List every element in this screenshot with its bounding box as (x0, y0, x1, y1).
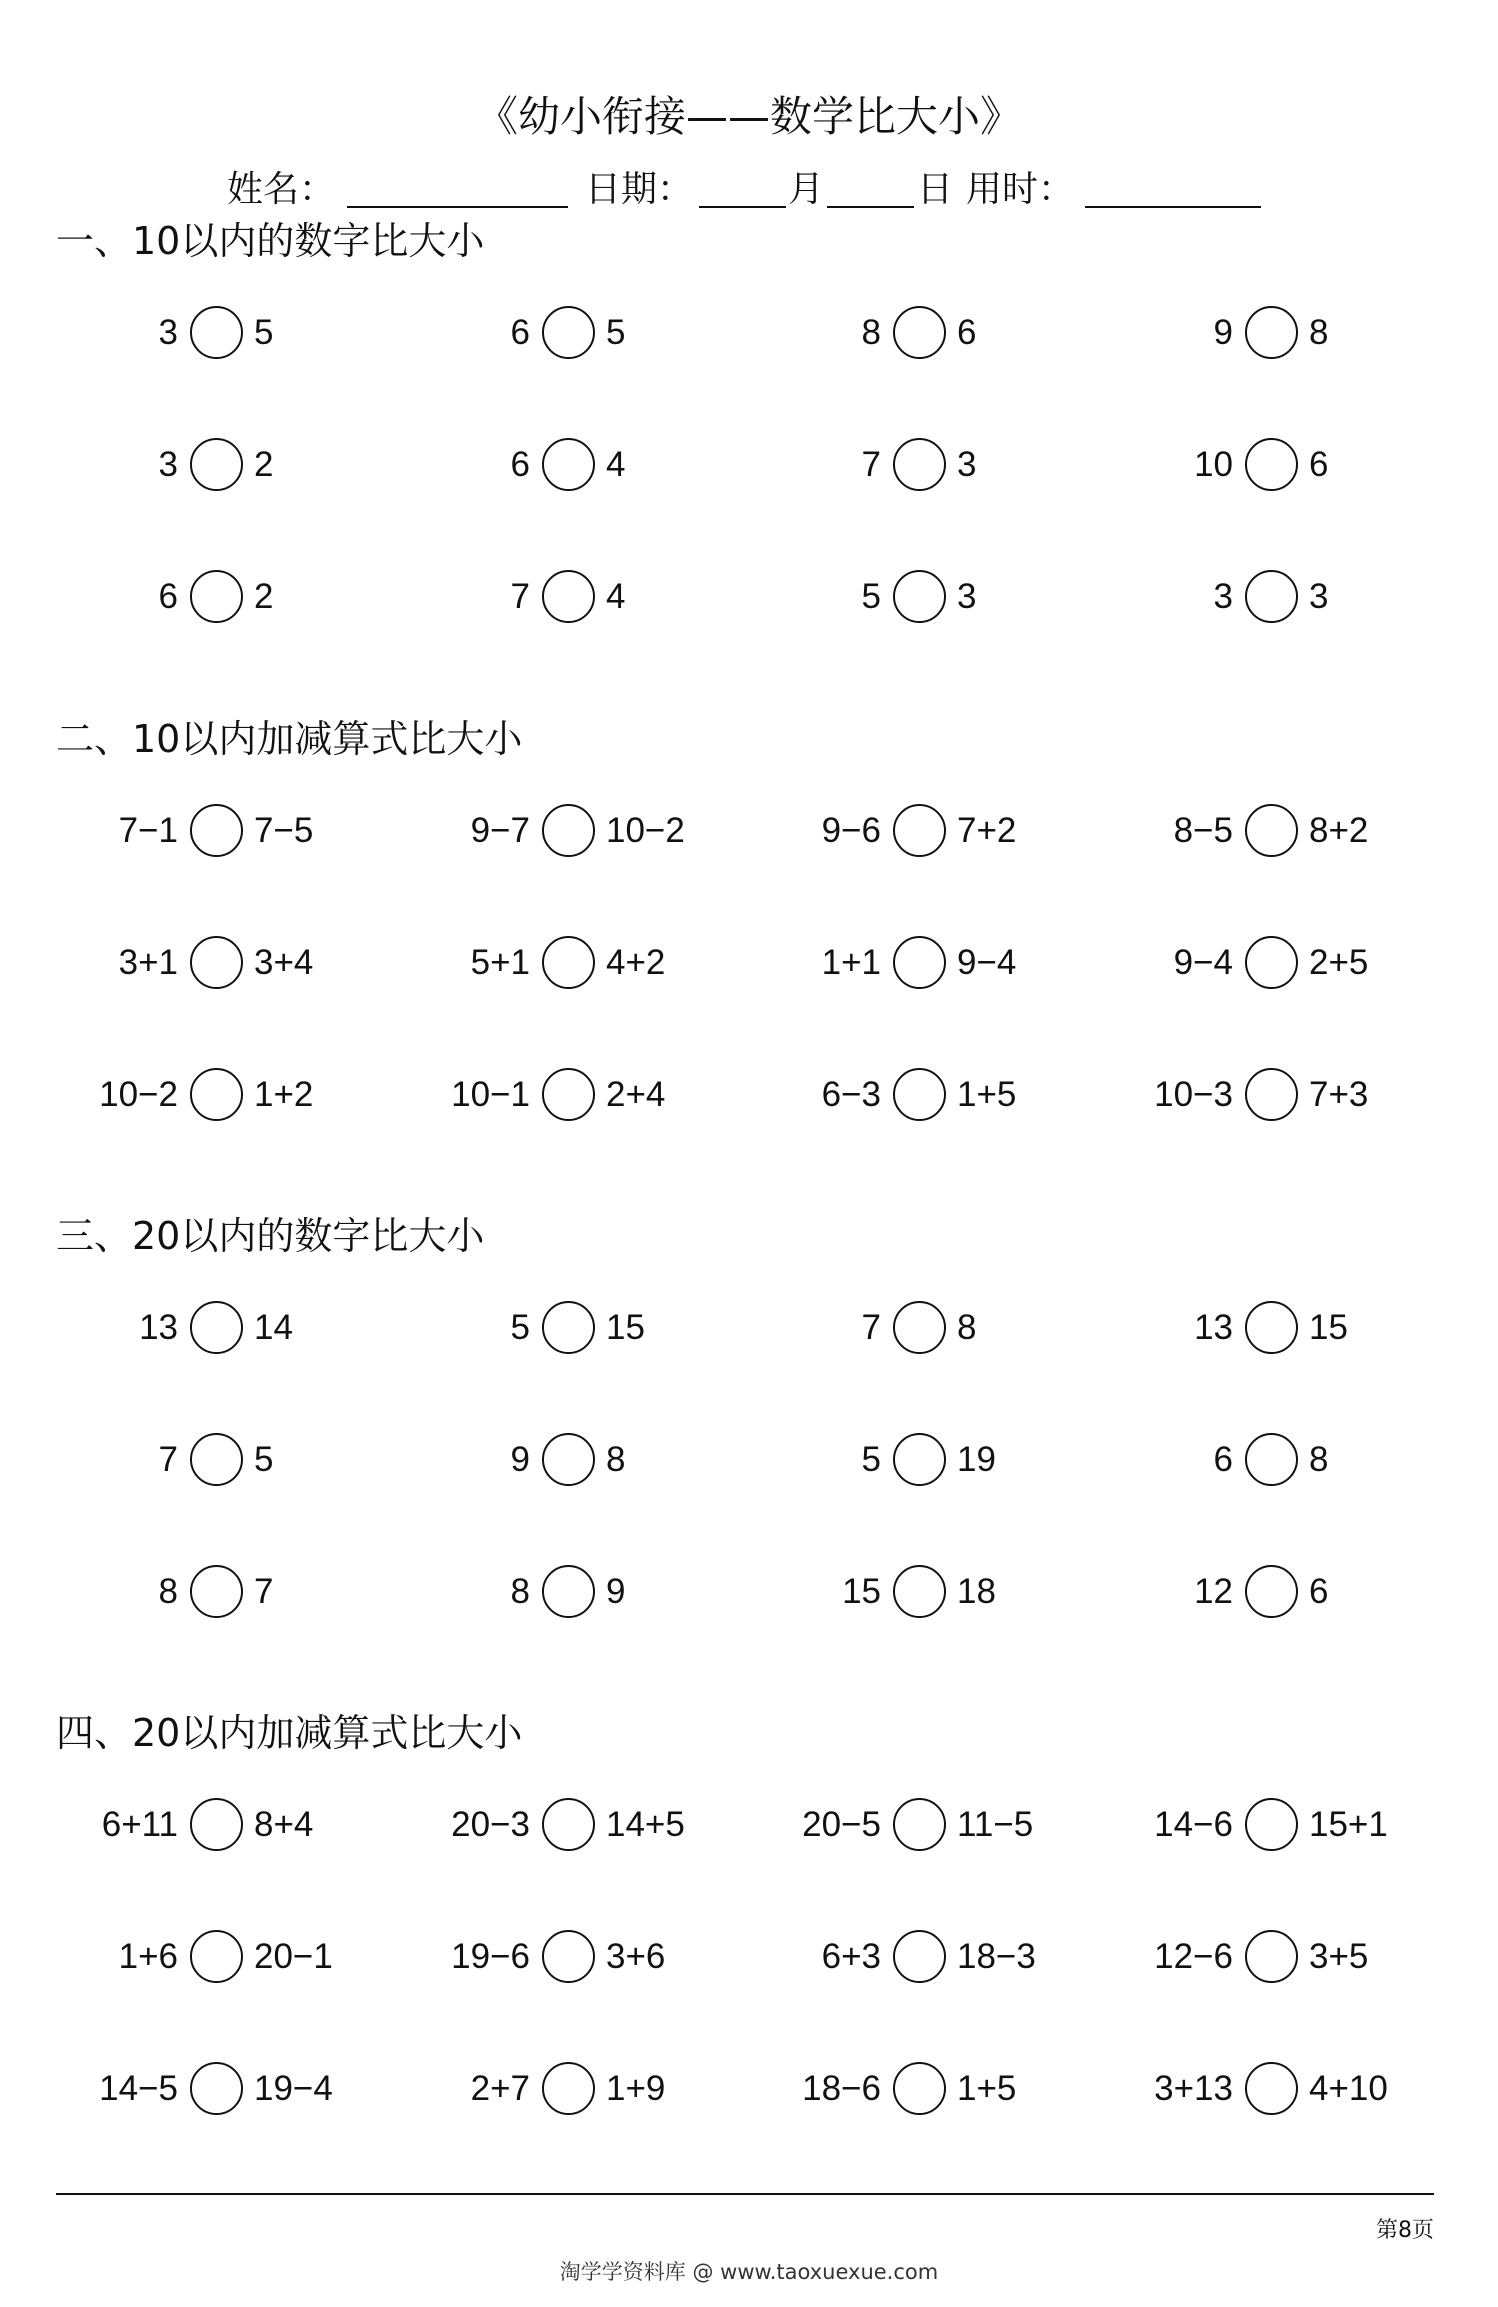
problem-row (0, 804, 1498, 857)
left-operand: 8 (158, 1572, 178, 1611)
answer-circle[interactable] (1245, 1798, 1298, 1851)
answer-circle[interactable] (1245, 804, 1298, 857)
problem-row (0, 306, 1498, 359)
right-operand: 2 (254, 577, 274, 616)
answer-circle[interactable] (190, 2062, 243, 2115)
time-label: 用时： (966, 169, 1075, 210)
left-operand: 3 (1213, 577, 1233, 616)
answer-circle[interactable] (1245, 438, 1298, 491)
right-operand: 8 (1309, 313, 1329, 352)
left-operand: 10−2 (99, 1075, 178, 1114)
answer-circle[interactable] (893, 1068, 946, 1121)
answer-circle[interactable] (190, 1798, 243, 1851)
right-operand: 2+4 (606, 1075, 666, 1114)
right-operand: 2+5 (1309, 943, 1369, 982)
right-operand: 9 (606, 1572, 626, 1611)
right-operand: 15 (1309, 1308, 1348, 1347)
right-operand: 8 (957, 1308, 977, 1347)
left-operand: 20−3 (451, 1805, 530, 1844)
day-label: 日 (917, 169, 954, 210)
right-operand: 7+3 (1309, 1075, 1369, 1114)
answer-circle[interactable] (542, 1798, 595, 1851)
answer-circle[interactable] (542, 570, 595, 623)
answer-circle[interactable] (893, 1301, 946, 1354)
answer-circle[interactable] (542, 1565, 595, 1618)
right-operand: 7 (254, 1572, 274, 1611)
answer-circle[interactable] (893, 306, 946, 359)
name-field[interactable] (347, 168, 568, 208)
left-operand: 6+11 (101, 1805, 178, 1844)
answer-circle[interactable] (1245, 570, 1298, 623)
section-1 (0, 220, 1498, 630)
answer-circle[interactable] (190, 1565, 243, 1618)
left-operand: 12−6 (1154, 1937, 1233, 1976)
answer-circle[interactable] (542, 1433, 595, 1486)
left-operand: 5 (861, 1440, 881, 1479)
right-operand: 3 (957, 445, 977, 484)
left-operand: 10−3 (1154, 1075, 1233, 1114)
date-label: 日期： (585, 169, 694, 210)
answer-circle[interactable] (542, 2062, 595, 2115)
answer-circle[interactable] (190, 1301, 243, 1354)
answer-circle[interactable] (190, 1433, 243, 1486)
right-operand: 1+5 (957, 2069, 1017, 2108)
answer-circle[interactable] (190, 306, 243, 359)
left-operand: 19−6 (451, 1937, 530, 1976)
problem-row (0, 570, 1498, 623)
left-operand: 5+1 (470, 943, 530, 982)
problem-row (0, 1068, 1498, 1121)
problem-row (0, 1433, 1498, 1486)
section-heading: 四、20以内加减算式比大小 (56, 1711, 523, 1755)
answer-circle[interactable] (542, 438, 595, 491)
left-operand: 8 (861, 313, 881, 352)
right-operand: 5 (254, 1440, 274, 1479)
answer-circle[interactable] (893, 438, 946, 491)
left-operand: 7 (861, 1308, 881, 1347)
section-heading: 二、10以内加减算式比大小 (56, 717, 523, 761)
left-operand: 5 (510, 1308, 530, 1347)
left-operand: 8−5 (1173, 811, 1233, 850)
answer-circle[interactable] (893, 1798, 946, 1851)
page-number: 第8页 (1376, 2218, 1434, 2243)
right-operand: 8 (606, 1440, 626, 1479)
left-operand: 8 (510, 1572, 530, 1611)
left-operand: 14−6 (1154, 1805, 1233, 1844)
answer-circle[interactable] (542, 1068, 595, 1121)
answer-circle[interactable] (1245, 1565, 1298, 1618)
right-operand: 6 (1309, 445, 1329, 484)
left-operand: 6 (158, 577, 178, 616)
left-operand: 3+13 (1154, 2069, 1233, 2108)
left-operand: 3 (158, 445, 178, 484)
left-operand: 9−7 (470, 811, 530, 850)
right-operand: 3 (1309, 577, 1329, 616)
left-operand: 6+3 (821, 1937, 881, 1976)
left-operand: 10−1 (451, 1075, 530, 1114)
right-operand: 1+9 (606, 2069, 666, 2108)
right-operand: 3 (957, 577, 977, 616)
answer-circle[interactable] (542, 1301, 595, 1354)
left-operand: 6 (510, 445, 530, 484)
answer-circle[interactable] (190, 1930, 243, 1983)
answer-circle[interactable] (893, 804, 946, 857)
left-operand: 3 (158, 313, 178, 352)
right-operand: 8+4 (254, 1805, 314, 1844)
left-operand: 1+6 (118, 1937, 178, 1976)
problem-row (0, 1930, 1498, 1983)
right-operand: 1+5 (957, 1075, 1017, 1114)
right-operand: 2 (254, 445, 274, 484)
left-operand: 14−5 (99, 2069, 178, 2108)
right-operand: 6 (957, 313, 977, 352)
section-heading: 三、20以内的数字比大小 (56, 1214, 485, 1258)
left-operand: 18−6 (802, 2069, 881, 2108)
right-operand: 20−1 (254, 1937, 333, 1976)
left-operand: 7 (158, 1440, 178, 1479)
right-operand: 18−3 (957, 1937, 1036, 1976)
answer-circle[interactable] (542, 1930, 595, 1983)
right-operand: 3+5 (1309, 1937, 1369, 1976)
source-watermark: 淘学学资料库 @ www.taoxuexue.com (559, 2260, 939, 2284)
problem-row (0, 2062, 1498, 2115)
problem-row (0, 936, 1498, 989)
section-3 (0, 1215, 1498, 1625)
right-operand: 15 (606, 1308, 645, 1347)
answer-circle[interactable] (893, 936, 946, 989)
right-operand: 8+2 (1309, 811, 1369, 850)
left-operand: 6−3 (821, 1075, 881, 1114)
answer-circle[interactable] (190, 438, 243, 491)
answer-circle[interactable] (1245, 936, 1298, 989)
left-operand: 6 (1213, 1440, 1233, 1479)
left-operand: 9−4 (1173, 943, 1233, 982)
answer-circle[interactable] (893, 2062, 946, 2115)
right-operand: 10−2 (606, 811, 685, 850)
left-operand: 1+1 (821, 943, 881, 982)
left-operand: 10 (1194, 445, 1233, 484)
section-2 (0, 718, 1498, 1128)
answer-circle[interactable] (893, 1433, 946, 1486)
day-field[interactable] (827, 168, 914, 208)
left-operand: 13 (139, 1308, 178, 1347)
left-operand: 6 (510, 313, 530, 352)
answer-circle[interactable] (893, 1565, 946, 1618)
left-operand: 20−5 (802, 1805, 881, 1844)
left-operand: 7−1 (118, 811, 178, 850)
right-operand: 11−5 (957, 1805, 1034, 1844)
answer-circle[interactable] (1245, 306, 1298, 359)
month-label: 月 (788, 169, 825, 210)
section-4 (0, 1712, 1498, 2122)
right-operand: 3+6 (606, 1937, 666, 1976)
answer-circle[interactable] (893, 1930, 946, 1983)
right-operand: 5 (254, 313, 274, 352)
left-operand: 2+7 (470, 2069, 530, 2108)
left-operand: 9 (510, 1440, 530, 1479)
right-operand: 6 (1309, 1572, 1329, 1611)
problem-row (0, 1565, 1498, 1618)
right-operand: 14 (254, 1308, 293, 1347)
right-operand: 7−5 (254, 811, 314, 850)
left-operand: 3+1 (118, 943, 178, 982)
right-operand: 1+2 (254, 1075, 314, 1114)
left-operand: 7 (510, 577, 530, 616)
answer-circle[interactable] (893, 570, 946, 623)
answer-circle[interactable] (190, 1068, 243, 1121)
right-operand: 18 (957, 1572, 996, 1611)
right-operand: 3+4 (254, 943, 314, 982)
right-operand: 4 (606, 577, 626, 616)
right-operand: 4+10 (1309, 2069, 1388, 2108)
left-operand: 9 (1213, 313, 1233, 352)
left-operand: 9−6 (821, 811, 881, 850)
right-operand: 5 (606, 313, 626, 352)
right-operand: 15+1 (1309, 1805, 1388, 1844)
right-operand: 7+2 (957, 811, 1017, 850)
footer-divider (56, 2193, 1434, 2195)
right-operand: 4+2 (606, 943, 666, 982)
student-info-line (0, 168, 1498, 212)
time-field[interactable] (1085, 168, 1261, 208)
right-operand: 19 (957, 1440, 996, 1479)
answer-circle[interactable] (542, 804, 595, 857)
right-operand: 8 (1309, 1440, 1329, 1479)
name-label: 姓名： (227, 169, 336, 210)
left-operand: 13 (1194, 1308, 1233, 1347)
answer-circle[interactable] (1245, 1930, 1298, 1983)
right-operand: 9−4 (957, 943, 1017, 982)
month-field[interactable] (699, 168, 786, 208)
answer-circle[interactable] (542, 306, 595, 359)
answer-circle[interactable] (190, 804, 243, 857)
left-operand: 7 (861, 445, 881, 484)
problem-row (0, 1301, 1498, 1354)
left-operand: 15 (842, 1572, 881, 1611)
right-operand: 4 (606, 445, 626, 484)
section-heading: 一、10以内的数字比大小 (56, 219, 485, 263)
worksheet-title: 《幼小衔接——数学比大小》 (475, 92, 1022, 141)
answer-circle[interactable] (1245, 1433, 1298, 1486)
problem-row (0, 1798, 1498, 1851)
answer-circle[interactable] (1245, 2062, 1298, 2115)
answer-circle[interactable] (1245, 1068, 1298, 1121)
right-operand: 19−4 (254, 2069, 333, 2108)
left-operand: 12 (1194, 1572, 1233, 1611)
answer-circle[interactable] (1245, 1301, 1298, 1354)
answer-circle[interactable] (190, 936, 243, 989)
problem-row (0, 438, 1498, 491)
answer-circle[interactable] (542, 936, 595, 989)
answer-circle[interactable] (190, 570, 243, 623)
left-operand: 5 (861, 577, 881, 616)
right-operand: 14+5 (606, 1805, 685, 1844)
